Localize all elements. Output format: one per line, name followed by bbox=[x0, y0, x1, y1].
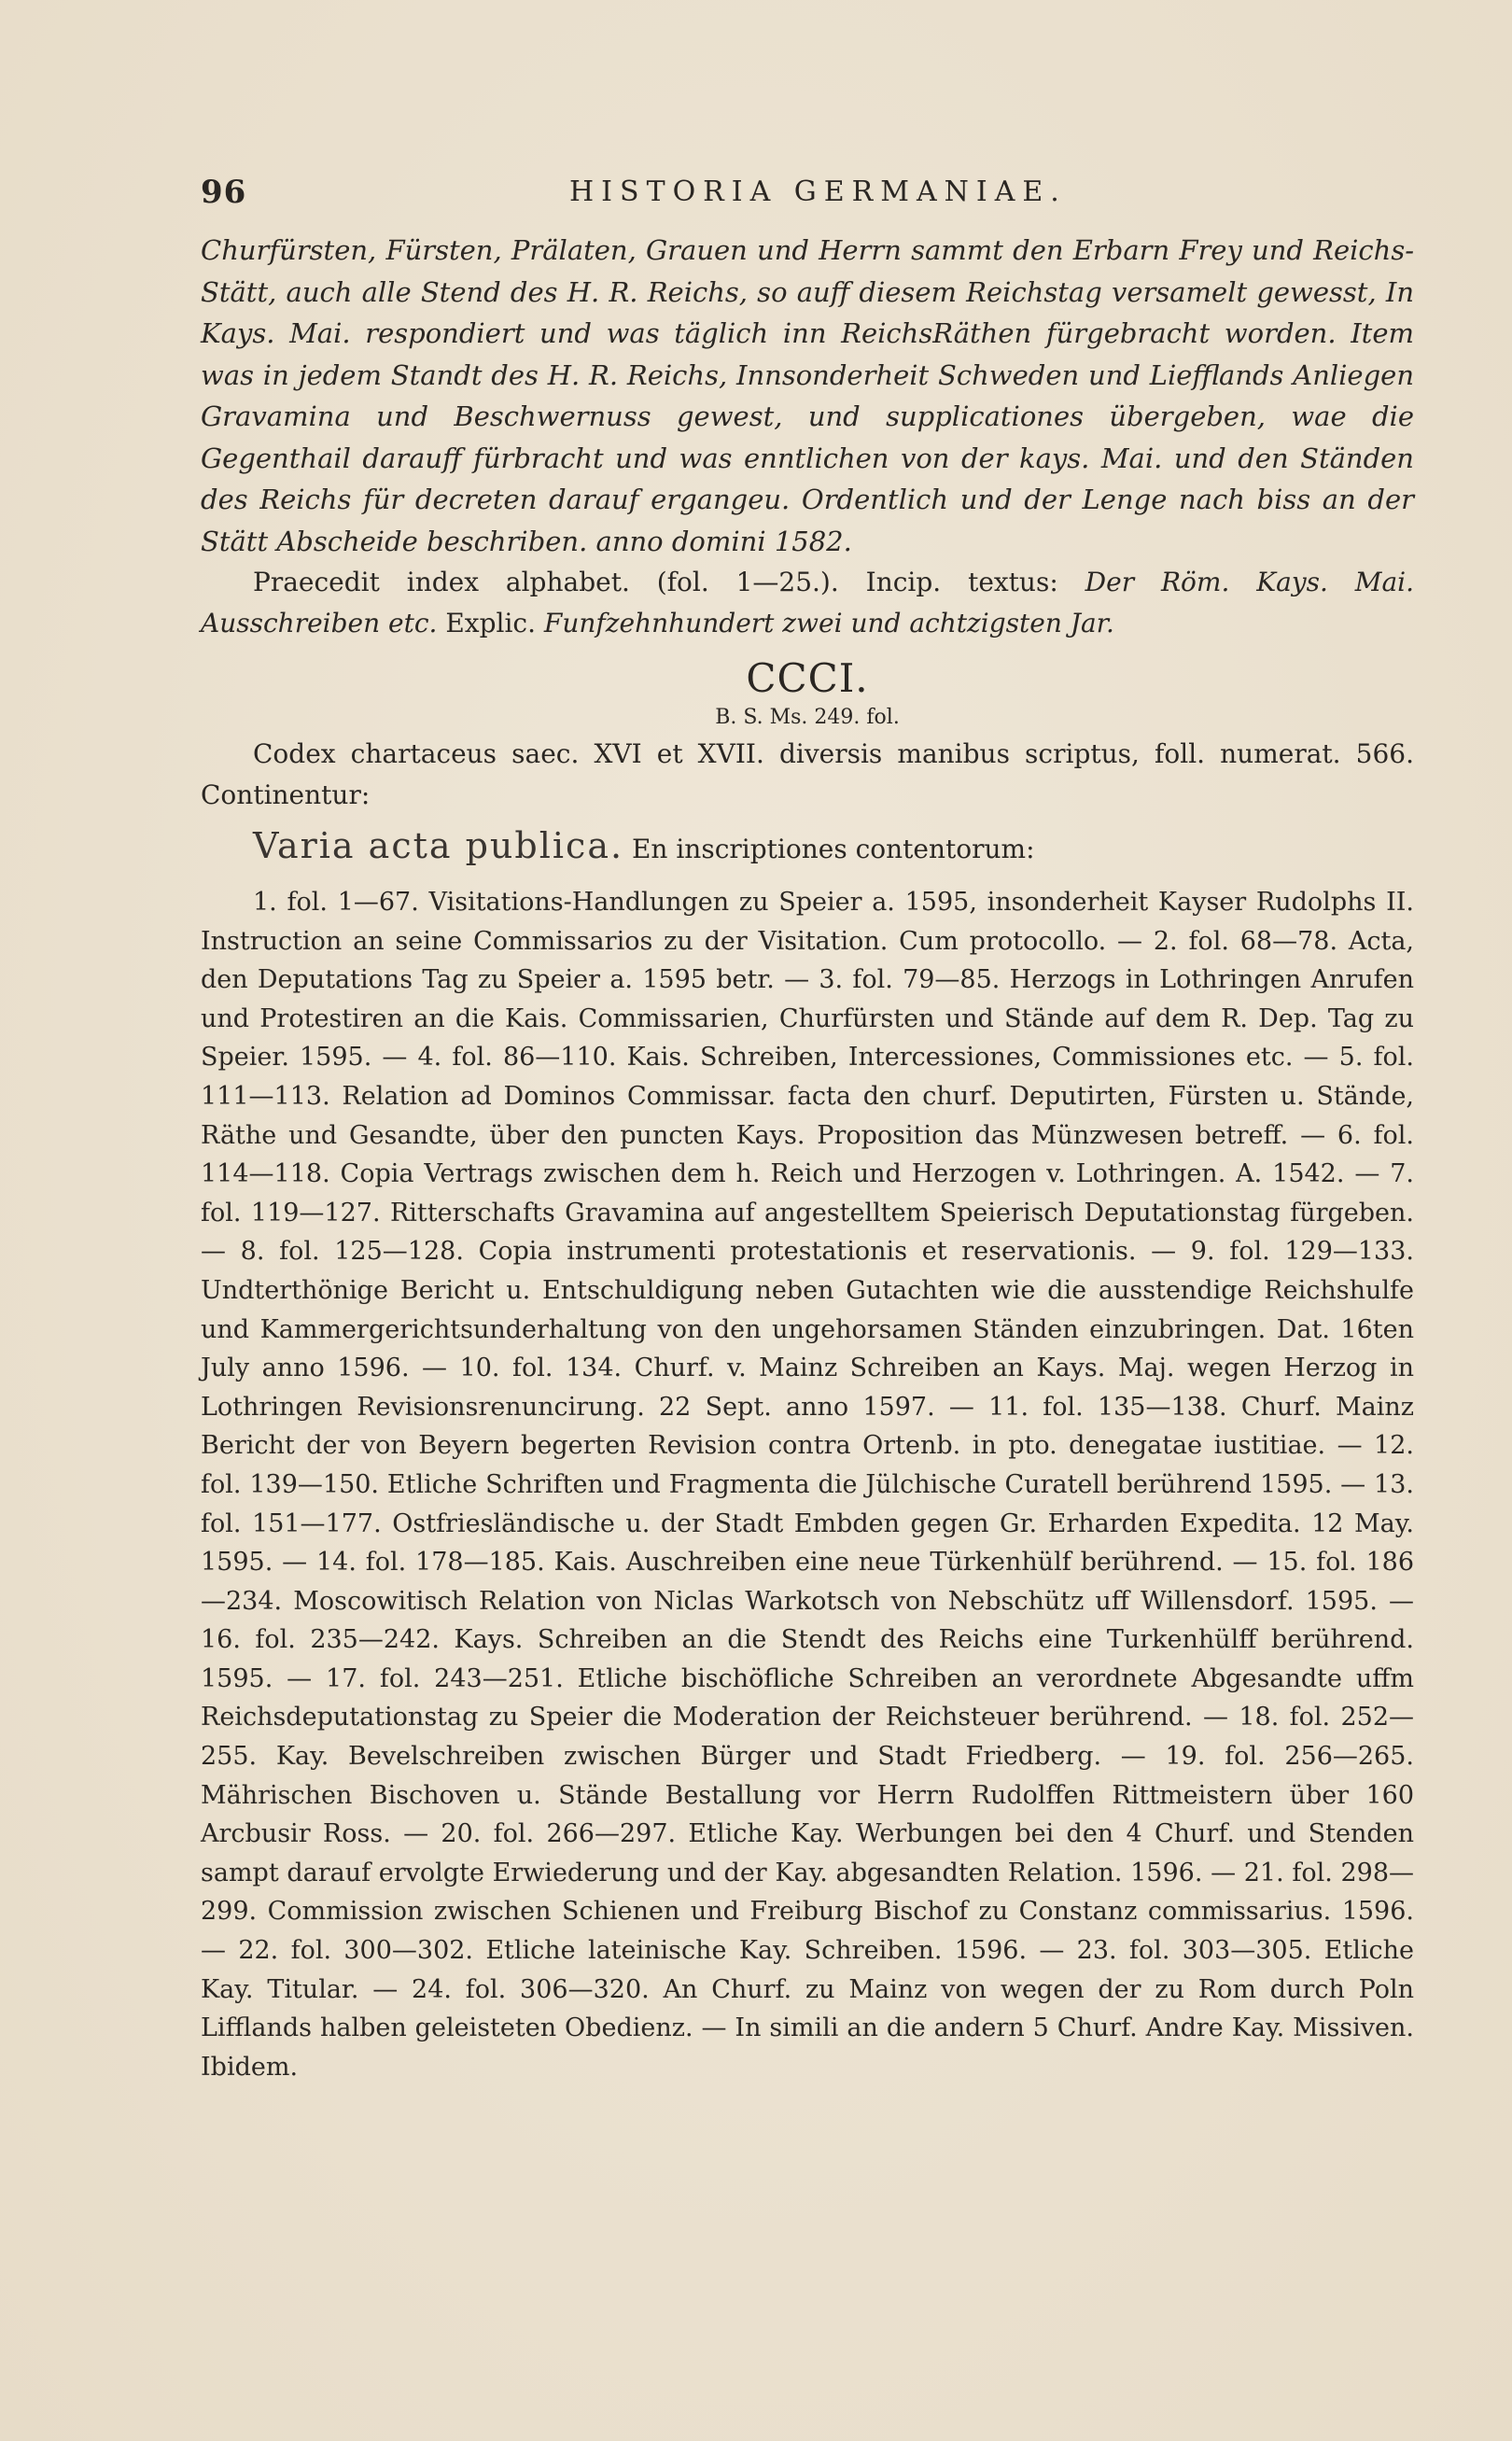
contents-list: 1. fol. 1—67. Visitations-Handlungen zu Speier a. 1595, insonderheit Kayser Rudolphs II. Instruction an seine Commissarios zu der Visitation. Cum protocollo. — 2. fol. 68—78. Acta, den Deputations Tag zu Speier a. 1595 betr. — 3. fol. 79—85. Herzogs in Lothringen Anrufen und Protestiren an die Kais. Commissarien, Churfürsten und Stände auf dem R. Dep. Tag zu Speier. 1595. — 4. fol. 86—110. Kais. Schreiben, Intercessiones, Commissiones etc. — 5. fol. 111—113. Relation ad Dominos Commissar. facta den churf. Deputirten, Fürsten u. Stände, Räthe und Gesandte, über den puncten Kays. Proposition das Münzwesen betreff. — 6. fol. 114—118. Copia Vertrags zwischen dem h. Reich und Herzogen v. Lothringen. A. 1542. — 7. fol. 119—127. Ritterschafts Gravamina auf angestelltem Speierisch Deputationstag fürgeben. — 8. fol. 125—128. Copia instrumenti protestationis et reservationis. — 9. fol. 129—133. Undterthönige Bericht u. Entschuldigung neben Gutachten wie die ausstendige Reichshulfe und Kammergerichtsunderhaltung von den ungehorsamen Ständen einzubringen. Dat. 16ten July anno 1596. — 10. fol. 134. Churf. v. Mainz Schreiben an Kays. Maj. wegen Herzog in Lothringen Revisionsrenuncirung. 22 Sept. anno 1597. — 11. fol. 135—138. Churf. Mainz Bericht der von Beyern begerten Revision contra Ortenb. in pto. denegatae iustitiae. — 12. fol. 139—150. Etliche Schriften und Fragmenta die Jülchische Curatell berührend 1595. — 13. fol. 151—177. Ostfriesländische u. der Stadt Embden gegen Gr. Erharden Expedita. 12 May. 1595. — 14. fol. 178—185. Kais. Auschreiben eine neue Türkenhülf berührend. — 15. fol. 186—234. Moscowitisch Relation von Niclas Warkotsch von Nebschütz uff Willensdorf. 1595. — 16. fol. 235—242. Kays. Schreiben an die Stendt des Reichs eine Turkenhülff berührend. 1595. — 17. fol. 243—251. Etliche bischöfliche Schreiben an verordnete Abgesandte uffm Reichsdeputationstag zu Speier die Moderation der Reichsteuer berührend. — 18. fol. 252—255. Kay. Bevelschreiben zwischen Bürger und Stadt Friedberg. — 19. fol. 256—265. Mährischen Bischoven u. Stände Bestallung vor Herrn Rudolffen Rittmeistern über 160 Arcbusir Ross. — 20. fol. 266—297. Etliche Kay. Werbungen bei den 4 Churf. und Stenden sampt darauf ervolgte Erwiederung und der Kay. abgesandten Relation. 1596. — 21. fol. 298—299. Commission zwischen Schienen und Freiburg Bischof zu Constanz commissarius. 1596. — 22. fol. 300—302. Etliche lateinische Kay. Schreiben. 1596. — 23. fol. 303—305. Etliche Kay. Titular. — 24. fol. 306—320. An Churf. zu Mainz von wegen der zu Rom durch Poln Lifflands halben geleisteten Obedienz. — In simili an die andern 5 Churf. Andre Kay. Missiven. Ibidem. bbox=[201, 888, 1414, 2082]
praecedit-paragraph bbox=[201, 562, 1414, 644]
incipit-text: Der Röm. Kays. Mai. Ausschreiben etc. bbox=[201, 567, 1415, 638]
section-subtitle: En inscriptiones contentorum: bbox=[631, 834, 1035, 864]
codex-description: Codex chartaceus saec. XVI et XVII. diversis manibus scriptus, foll. numerat. 566. Continentur: bbox=[201, 738, 1414, 810]
explicit-label: Explic. bbox=[445, 608, 537, 638]
section-title: Varia acta publica. bbox=[253, 825, 624, 866]
praecedit-lead: Praecedit index alphabet. (fol. 1—25.). Incip. textus: bbox=[253, 567, 1058, 597]
page-header bbox=[201, 174, 1414, 220]
explicit-text: Funfzehnhundert zwei und achtzigsten Jar. bbox=[543, 608, 1114, 638]
running-title: HISTORIA GERMANIAE. bbox=[569, 175, 1067, 208]
section-heading-line bbox=[201, 820, 1414, 876]
german-title-text: Churfürsten, Fürsten, Prälaten, Grauen und Herrn sammt den Erbarn Frey und Reichs-Stätt, auch alle Stend des H. R. Reichs, so auff diesem Reichstag versamelt gewesst, In Kays. Mai. respondiert und was täglich inn ReichsRäthen fürgebracht worden. Item was in jedem Standt des H. R. Reichs, Innsonderheit Schweden und Liefflands Anliegen Gravamina und Beschwernuss gewest, und supplicationes übergeben, wae die Gegenthail darauff fürbracht und was enntlichen von der kays. Mai. und den Ständen des Reichs für decreten darauf ergangeu. Ordentlich und der Lenge nach biss an der Stätt Abscheide beschriben. anno domini 1582. bbox=[201, 234, 1414, 557]
page-number: 96 bbox=[201, 174, 247, 211]
shelfmark: B. S. Ms. 249. fol. bbox=[715, 706, 900, 729]
entry-number: CCCI. bbox=[746, 655, 869, 701]
page-body bbox=[201, 230, 1414, 2086]
